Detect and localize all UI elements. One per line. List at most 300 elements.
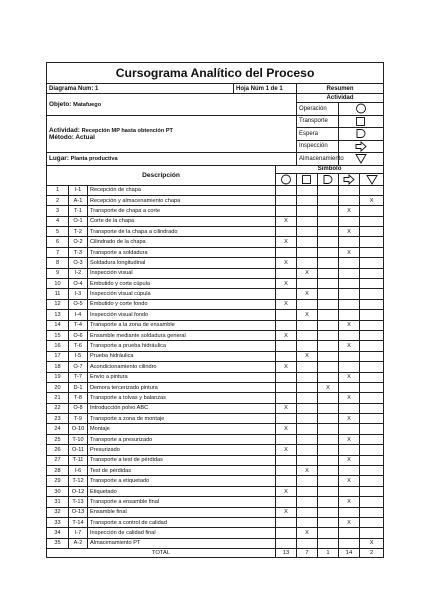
- symbol-mark: X: [339, 518, 360, 528]
- symbol-mark: [276, 476, 297, 486]
- symbol-mark: [297, 299, 318, 309]
- symbol-mark: X: [276, 362, 297, 372]
- step-description: Etiquetado: [88, 486, 276, 496]
- symbol-mark: X: [339, 497, 360, 507]
- symbol-mark: [297, 403, 318, 413]
- symbol-mark: [276, 538, 297, 548]
- symbol-mark: X: [297, 528, 318, 538]
- process-chart-form: [46, 62, 383, 558]
- symbol-mark: X: [297, 289, 318, 299]
- symbol-column-header: [339, 173, 360, 185]
- table-row: [47, 206, 384, 216]
- description-heading: Descripción: [47, 165, 276, 185]
- symbol-mark: [318, 195, 339, 205]
- symbol-mark: [318, 351, 339, 361]
- symbol-mark: [297, 227, 318, 237]
- symbol-mark: [297, 476, 318, 486]
- symbol-mark: [339, 279, 360, 289]
- step-code: O-13: [69, 507, 88, 517]
- table-row: [47, 299, 384, 309]
- symbol-mark: [360, 466, 384, 476]
- symbol-mark: [360, 341, 384, 351]
- legend-symbol: [339, 140, 384, 153]
- step-code: T-1: [69, 206, 88, 216]
- step-description: Prueba hidráulica: [88, 351, 276, 361]
- symbol-mark: [318, 414, 339, 424]
- step-code: A-2: [69, 538, 88, 548]
- step-number: 4: [47, 216, 69, 226]
- symbol-mark: [318, 393, 339, 403]
- symbol-mark: X: [297, 268, 318, 278]
- symbol-mark: [339, 237, 360, 247]
- symbol-mark: [318, 507, 339, 517]
- symbol-mark: [360, 414, 384, 424]
- symbol-mark: X: [360, 195, 384, 205]
- step-description: Envío a pintura: [88, 372, 276, 382]
- table-row: [47, 310, 384, 320]
- symbol-mark: X: [339, 320, 360, 330]
- step-number: 34: [47, 528, 69, 538]
- table-row: [47, 466, 384, 476]
- total-value: 1: [318, 549, 339, 558]
- step-number: 33: [47, 518, 69, 528]
- step-code: O-11: [69, 445, 88, 455]
- step-code: I-7: [69, 528, 88, 538]
- symbol-mark: [297, 455, 318, 465]
- symbol-mark: [276, 372, 297, 382]
- symbol-mark: [297, 362, 318, 372]
- symbol-mark: [360, 476, 384, 486]
- table-row: [47, 497, 384, 507]
- table-row: [47, 434, 384, 444]
- step-description: Transporte a la zona de ensamble: [88, 320, 276, 330]
- symbol-mark: [360, 330, 384, 340]
- symbol-mark: [339, 382, 360, 392]
- step-number: 14: [47, 320, 69, 330]
- table-row: [47, 476, 384, 486]
- step-number: 9: [47, 268, 69, 278]
- symbol-mark: [318, 486, 339, 496]
- symbol-mark: [297, 507, 318, 517]
- symbol-mark: [276, 434, 297, 444]
- step-number: 15: [47, 330, 69, 340]
- step-number: 2: [47, 195, 69, 205]
- symbol-mark: X: [276, 486, 297, 496]
- legend-symbol: [339, 153, 384, 166]
- symbol-mark: [318, 445, 339, 455]
- table-row: [47, 289, 384, 299]
- symbol-mark: [318, 237, 339, 247]
- place-label: Lugar:: [49, 155, 69, 163]
- step-code: A-1: [69, 195, 88, 205]
- symbol-mark: [339, 362, 360, 372]
- symbol-mark: [276, 497, 297, 507]
- step-number: 30: [47, 486, 69, 496]
- step-description: Soldadura longitudinal: [88, 258, 276, 268]
- step-code: T-9: [69, 414, 88, 424]
- step-number: 6: [47, 237, 69, 247]
- activity-value: Recepción MP hasta obtención PT: [81, 127, 173, 134]
- symbol-mark: [360, 528, 384, 538]
- step-number: 20: [47, 382, 69, 392]
- step-code: T-11: [69, 455, 88, 465]
- step-description: Transporte a presurizado: [88, 434, 276, 444]
- arrow-right-icon: [342, 174, 356, 185]
- legend-label: Transporte: [297, 115, 339, 128]
- table-row: [47, 258, 384, 268]
- legend-symbol: [339, 128, 384, 141]
- symbol-mark: [276, 206, 297, 216]
- table-row: [47, 445, 384, 455]
- symbol-mark: X: [339, 476, 360, 486]
- symbol-mark: X: [339, 206, 360, 216]
- circle-icon: [279, 174, 293, 185]
- step-number: 18: [47, 362, 69, 372]
- d-shape-icon: [354, 128, 368, 139]
- symbol-mark: [276, 268, 297, 278]
- table-row: [47, 216, 384, 226]
- legend-label: Operación: [297, 103, 339, 116]
- summary-heading: Resumen: [297, 84, 384, 94]
- symbol-mark: X: [339, 372, 360, 382]
- symbol-column-header: [360, 173, 384, 185]
- symbol-mark: [276, 195, 297, 205]
- symbol-mark: X: [339, 393, 360, 403]
- symbol-mark: [360, 206, 384, 216]
- symbol-mark: [360, 362, 384, 372]
- activity-method-field: [47, 115, 297, 153]
- symbol-mark: [297, 279, 318, 289]
- symbol-mark: [360, 320, 384, 330]
- symbol-column-header: [297, 173, 318, 185]
- step-number: 1: [47, 185, 69, 195]
- step-number: 32: [47, 507, 69, 517]
- step-code: I-3: [69, 289, 88, 299]
- step-description: Ensamble mediante soldadura general: [88, 330, 276, 340]
- symbol-mark: X: [339, 434, 360, 444]
- step-description: Transporte de chapa a corte: [88, 206, 276, 216]
- table-row: [47, 227, 384, 237]
- step-code: O-1: [69, 216, 88, 226]
- symbol-mark: [318, 185, 339, 195]
- symbol-mark: [276, 227, 297, 237]
- legend-symbol: [339, 103, 384, 116]
- symbol-mark: X: [339, 341, 360, 351]
- step-code: T-14: [69, 518, 88, 528]
- object-field: [47, 94, 297, 116]
- table-row: [47, 237, 384, 247]
- place-value: Planta productiva: [70, 156, 118, 163]
- step-description: Embutido y corte cúpula: [88, 279, 276, 289]
- table-row: [47, 455, 384, 465]
- table-row: [47, 362, 384, 372]
- step-code: T-7: [69, 372, 88, 382]
- symbol-column-header: [318, 173, 339, 185]
- step-code: T-13: [69, 497, 88, 507]
- table-row: [47, 538, 384, 548]
- total-value: 13: [276, 549, 297, 558]
- step-code: T-12: [69, 476, 88, 486]
- triangle-down-icon: [354, 153, 368, 164]
- step-code: O-8: [69, 403, 88, 413]
- sheet-number: Hoja Núm 1 de 1: [234, 84, 297, 94]
- symbol-mark: [339, 268, 360, 278]
- symbol-mark: [360, 507, 384, 517]
- symbol-mark: [360, 299, 384, 309]
- symbol-mark: [297, 538, 318, 548]
- symbol-mark: [318, 206, 339, 216]
- symbol-mark: [318, 227, 339, 237]
- step-description: Inspección de calidad final: [88, 528, 276, 538]
- symbol-mark: [318, 455, 339, 465]
- step-number: 13: [47, 310, 69, 320]
- step-description: Test de pérdidas: [88, 466, 276, 476]
- symbol-mark: [339, 445, 360, 455]
- step-description: Presurizado: [88, 445, 276, 455]
- symbol-mark: [297, 341, 318, 351]
- symbol-mark: X: [297, 466, 318, 476]
- symbol-mark: [297, 258, 318, 268]
- step-description: Transporte a zona de montaje: [88, 414, 276, 424]
- symbol-mark: [360, 486, 384, 496]
- step-number: 11: [47, 289, 69, 299]
- symbol-mark: [318, 341, 339, 351]
- symbol-mark: [360, 393, 384, 403]
- symbol-mark: X: [360, 538, 384, 548]
- symbol-mark: [318, 247, 339, 257]
- symbol-mark: [360, 445, 384, 455]
- legend-label: Inspección: [297, 140, 339, 153]
- step-code: O-5: [69, 299, 88, 309]
- symbol-mark: [276, 414, 297, 424]
- step-description: Transporte a tolvas y balanzas: [88, 393, 276, 403]
- table-row: [47, 424, 384, 434]
- activity-label: Actividad:: [49, 126, 80, 134]
- step-code: T-2: [69, 227, 88, 237]
- symbol-mark: [360, 237, 384, 247]
- step-description: Transporte a soldadura: [88, 247, 276, 257]
- step-number: 10: [47, 279, 69, 289]
- step-number: 21: [47, 393, 69, 403]
- step-number: 19: [47, 372, 69, 382]
- symbol-mark: [276, 466, 297, 476]
- symbol-mark: [360, 403, 384, 413]
- symbol-mark: [318, 289, 339, 299]
- legend-label: Espera: [297, 128, 339, 141]
- symbol-mark: [360, 372, 384, 382]
- symbol-mark: [360, 518, 384, 528]
- step-number: 3: [47, 206, 69, 216]
- object-value: Matafuego: [73, 101, 102, 108]
- symbol-mark: X: [276, 299, 297, 309]
- symbol-mark: [360, 258, 384, 268]
- step-description: Introducción polvo ABC: [88, 403, 276, 413]
- symbol-mark: [276, 320, 297, 330]
- step-code: O-4: [69, 279, 88, 289]
- diagram-number: Diagrama Num: 1: [47, 84, 234, 94]
- symbol-mark: [318, 216, 339, 226]
- symbol-mark: [360, 268, 384, 278]
- table-row: [47, 486, 384, 496]
- symbol-mark: [276, 185, 297, 195]
- symbol-mark: [276, 455, 297, 465]
- square-icon: [300, 174, 314, 185]
- symbol-mark: [318, 310, 339, 320]
- step-description: Recepción y almacenamiento chapa: [88, 195, 276, 205]
- step-description: Almacenamiento PT: [88, 538, 276, 548]
- symbol-mark: [360, 497, 384, 507]
- symbol-mark: [297, 434, 318, 444]
- step-code: I-1: [69, 185, 88, 195]
- symbol-mark: X: [339, 455, 360, 465]
- place-field: [47, 153, 297, 166]
- symbol-mark: X: [276, 403, 297, 413]
- method-label: Método: Actual: [49, 133, 95, 141]
- totals-row: [47, 549, 384, 558]
- square-icon: [354, 116, 368, 127]
- step-code: T-3: [69, 247, 88, 257]
- symbol-mark: [360, 455, 384, 465]
- symbol-mark: [360, 279, 384, 289]
- symbol-mark: X: [339, 247, 360, 257]
- step-number: 16: [47, 341, 69, 351]
- step-code: O-7: [69, 362, 88, 372]
- symbol-mark: [276, 382, 297, 392]
- symbol-mark: X: [339, 414, 360, 424]
- symbol-mark: [276, 310, 297, 320]
- symbol-mark: [360, 216, 384, 226]
- step-description: Recepción de chapa: [88, 185, 276, 195]
- symbol-mark: [360, 227, 384, 237]
- table-row: [47, 372, 384, 382]
- step-code: I-5: [69, 351, 88, 361]
- step-code: I-2: [69, 268, 88, 278]
- symbol-mark: [360, 185, 384, 195]
- symbol-mark: [339, 403, 360, 413]
- step-number: 7: [47, 247, 69, 257]
- symbol-mark: [339, 195, 360, 205]
- triangle-down-icon: [365, 174, 379, 185]
- symbol-mark: [360, 351, 384, 361]
- symbol-mark: [297, 237, 318, 247]
- legend-label: Almacenamiento: [297, 153, 339, 166]
- table-row: [47, 382, 384, 392]
- table-row: [47, 268, 384, 278]
- step-description: Inspección visual fondo: [88, 310, 276, 320]
- symbol-mark: X: [318, 382, 339, 392]
- page-title: Cursograma Analítico del Proceso: [47, 63, 384, 84]
- symbol-mark: [360, 310, 384, 320]
- step-number: 28: [47, 466, 69, 476]
- symbol-mark: [297, 216, 318, 226]
- symbol-mark: X: [276, 507, 297, 517]
- step-description: Corte de la chapa: [88, 216, 276, 226]
- step-number: 24: [47, 424, 69, 434]
- table-row: [47, 195, 384, 205]
- step-code: T-4: [69, 320, 88, 330]
- step-description: Acondicionamiento cilindro: [88, 362, 276, 372]
- symbol-mark: [276, 351, 297, 361]
- symbol-mark: [318, 403, 339, 413]
- step-code: T-10: [69, 434, 88, 444]
- step-code: O-10: [69, 424, 88, 434]
- symbol-mark: [339, 185, 360, 195]
- symbol-mark: [297, 247, 318, 257]
- symbol-mark: [360, 247, 384, 257]
- symbol-mark: [318, 476, 339, 486]
- table-row: [47, 403, 384, 413]
- symbol-mark: [318, 497, 339, 507]
- symbol-mark: [318, 320, 339, 330]
- table-row: [47, 507, 384, 517]
- symbol-mark: X: [276, 445, 297, 455]
- symbol-mark: [297, 372, 318, 382]
- symbol-mark: [360, 434, 384, 444]
- symbol-mark: X: [276, 258, 297, 268]
- step-number: 22: [47, 403, 69, 413]
- symbol-mark: [318, 518, 339, 528]
- table-row: [47, 341, 384, 351]
- step-description: Cilindrado de la chapa: [88, 237, 276, 247]
- symbol-mark: X: [276, 330, 297, 340]
- symbol-mark: [339, 216, 360, 226]
- symbol-mark: [297, 518, 318, 528]
- symbol-mark: [297, 414, 318, 424]
- symbol-mark: [318, 362, 339, 372]
- total-value: 7: [297, 549, 318, 558]
- symbol-mark: [318, 424, 339, 434]
- d-shape-icon: [321, 174, 335, 185]
- symbol-mark: [318, 372, 339, 382]
- step-number: 5: [47, 227, 69, 237]
- step-number: 29: [47, 476, 69, 486]
- table-row: [47, 414, 384, 424]
- step-code: O-12: [69, 486, 88, 496]
- step-description: Transporte a prueba hidráulica: [88, 341, 276, 351]
- symbol-mark: [297, 497, 318, 507]
- table-row: [47, 320, 384, 330]
- symbol-mark: [276, 518, 297, 528]
- step-description: Ensamble final: [88, 507, 276, 517]
- symbol-mark: [276, 528, 297, 538]
- step-number: 17: [47, 351, 69, 361]
- symbol-mark: [360, 382, 384, 392]
- step-code: O-3: [69, 258, 88, 268]
- symbol-mark: [339, 299, 360, 309]
- symbol-mark: [339, 310, 360, 320]
- step-description: Embutido y corte fondo: [88, 299, 276, 309]
- symbol-mark: [297, 486, 318, 496]
- activity-heading: Actividad: [297, 94, 384, 103]
- table-row: [47, 393, 384, 403]
- symbol-mark: [360, 424, 384, 434]
- legend-symbol: [339, 115, 384, 128]
- symbol-mark: [318, 528, 339, 538]
- table-row: [47, 351, 384, 361]
- symbol-mark: [276, 247, 297, 257]
- symbol-heading: Simbolo: [276, 165, 384, 173]
- table-row: [47, 518, 384, 528]
- symbol-mark: [339, 486, 360, 496]
- table-row: [47, 279, 384, 289]
- step-description: Transporte a etiquetado: [88, 476, 276, 486]
- step-description: Demora tercerizado pintura: [88, 382, 276, 392]
- symbol-mark: [339, 258, 360, 268]
- symbol-mark: [318, 268, 339, 278]
- symbol-mark: X: [339, 227, 360, 237]
- symbol-mark: [339, 351, 360, 361]
- step-description: Transporte a test de pérdidas: [88, 455, 276, 465]
